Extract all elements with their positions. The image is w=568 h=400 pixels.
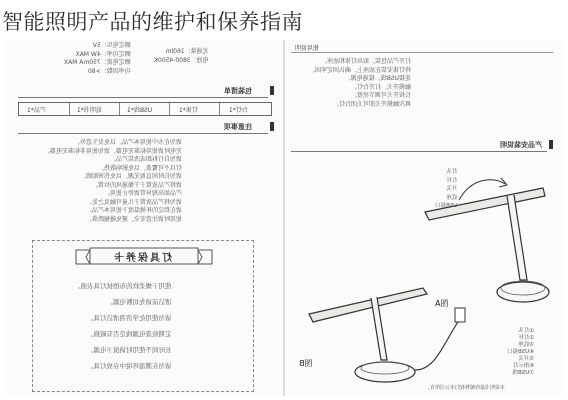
manual-left-page xyxy=(4,40,284,396)
packing-list-table xyxy=(18,102,272,116)
usage-steps xyxy=(309,58,411,109)
care-list xyxy=(74,278,172,374)
list-item: 打开产品包装，取出灯体和底座。 xyxy=(321,58,412,65)
manual-right-page xyxy=(285,40,564,396)
list-item: 再次触摸开关即可关闭台灯。 xyxy=(333,100,412,108)
list-item: 定期检查电源线是否有破损。 xyxy=(87,330,172,338)
list-item: 连接USB线，接通电源。 xyxy=(344,75,412,82)
list-item: 请勿将产品放置于儿童可触及之处。 xyxy=(86,198,183,206)
list-item: 请勿在潮湿环境中存放灯具。 xyxy=(87,362,172,370)
divider xyxy=(18,97,268,98)
list-item: 台灯*1 xyxy=(229,107,248,114)
footer-note xyxy=(425,384,505,393)
notes-heading: 注意事项 xyxy=(224,123,252,131)
callout: 底座 xyxy=(446,194,458,201)
list-item: 产品如出现异常请停止使用。 xyxy=(104,190,183,197)
callout: 灯头 xyxy=(446,169,458,175)
list-item: 请勿自行拆卸或改装产品。 xyxy=(110,156,183,163)
list-item: ③底座 xyxy=(518,342,535,348)
list-item: 清洁前请先切断电源。 xyxy=(106,298,172,306)
spec-line: 额定功率：4W MAX xyxy=(75,50,131,58)
care-card-title: 灯具保养卡 xyxy=(112,253,172,264)
page-title: 智能照明产品的维护和保养指南 xyxy=(2,10,303,34)
list-item: 请勿使用化学溶剂清洁灯具。 xyxy=(87,314,172,322)
figure-b-label: 图B xyxy=(299,359,313,368)
divider xyxy=(291,151,547,152)
spec-line: 电池：3800-4500K xyxy=(154,56,209,64)
list-item: ④USB接口 xyxy=(507,349,535,355)
parts-list xyxy=(507,328,534,377)
divider xyxy=(18,133,268,134)
spec-line: 额定电流：750mA MAX xyxy=(64,59,131,66)
list-item: 长时间不使用时请拔下电源。 xyxy=(87,346,172,354)
lamp-diagram-b xyxy=(303,280,503,390)
list-item: ⑤开关 xyxy=(518,356,535,362)
list-item: 请勿长时间直视光源，以免伤害眼睛。 xyxy=(80,173,183,180)
spec-line: 功率因数：>80 xyxy=(88,67,131,75)
callout: 开关 xyxy=(446,186,458,192)
list-item: 请勿在水中使用本产品，以免发生意外。 xyxy=(74,139,183,146)
list-item: ①灯头 xyxy=(518,328,535,334)
list-item: 将灯体安装在底座上，确认固定牢固。 xyxy=(309,66,412,74)
right-page-header: 使用说明 xyxy=(295,45,320,52)
list-item: 灯具不可覆盖，以免影响散热。 xyxy=(98,164,183,172)
spec-list-b xyxy=(64,42,131,76)
list-item: 产品*1 xyxy=(27,107,46,114)
list-item: ⑥指示灯 xyxy=(512,363,535,369)
divider xyxy=(291,52,553,53)
figure-a-label: 图A xyxy=(435,299,449,308)
list-item: 长按开关可调节亮度。 xyxy=(351,92,412,99)
list-item: 请在指定的环境温度下使用本产品。 xyxy=(86,207,183,214)
spec-line: 光通量：160lm xyxy=(165,48,209,55)
section-marker xyxy=(549,140,553,149)
footer-text: 本说明书最终解释权归本公司所有。 xyxy=(425,385,506,391)
spec-line: 额定电压：5V xyxy=(92,42,131,49)
callout-list xyxy=(435,168,457,211)
manual-photo xyxy=(4,40,564,396)
list-item: USB线*1 xyxy=(127,107,153,114)
list-item: ⑦USB线 xyxy=(512,370,535,376)
list-item: 充电时请使用标准充电器，请勿使用非标准充电器。 xyxy=(44,147,183,155)
callout: 灯杆 xyxy=(446,177,458,184)
list-item: ②灯杆 xyxy=(518,335,535,341)
section-marker xyxy=(270,122,274,131)
notes-list xyxy=(44,139,182,224)
list-item: 灯体*1 xyxy=(179,107,198,114)
callout: USB接口 xyxy=(435,203,458,209)
spec-list xyxy=(154,48,209,65)
list-item: 说明书*1 xyxy=(77,107,102,114)
list-item: 使用干燥柔软的布擦拭灯具表面。 xyxy=(74,282,172,290)
section-marker xyxy=(270,86,274,95)
packing-list-heading: 包装清单 xyxy=(224,87,252,95)
list-item: 触摸开关，打开台灯。 xyxy=(351,83,412,91)
diagram-heading: 产品安装说明 xyxy=(500,141,542,149)
list-item: 请将产品放置于干燥通风的位置。 xyxy=(92,181,183,189)
list-item: 使用时请注意安全，避免碰撞跌落。 xyxy=(86,215,183,223)
